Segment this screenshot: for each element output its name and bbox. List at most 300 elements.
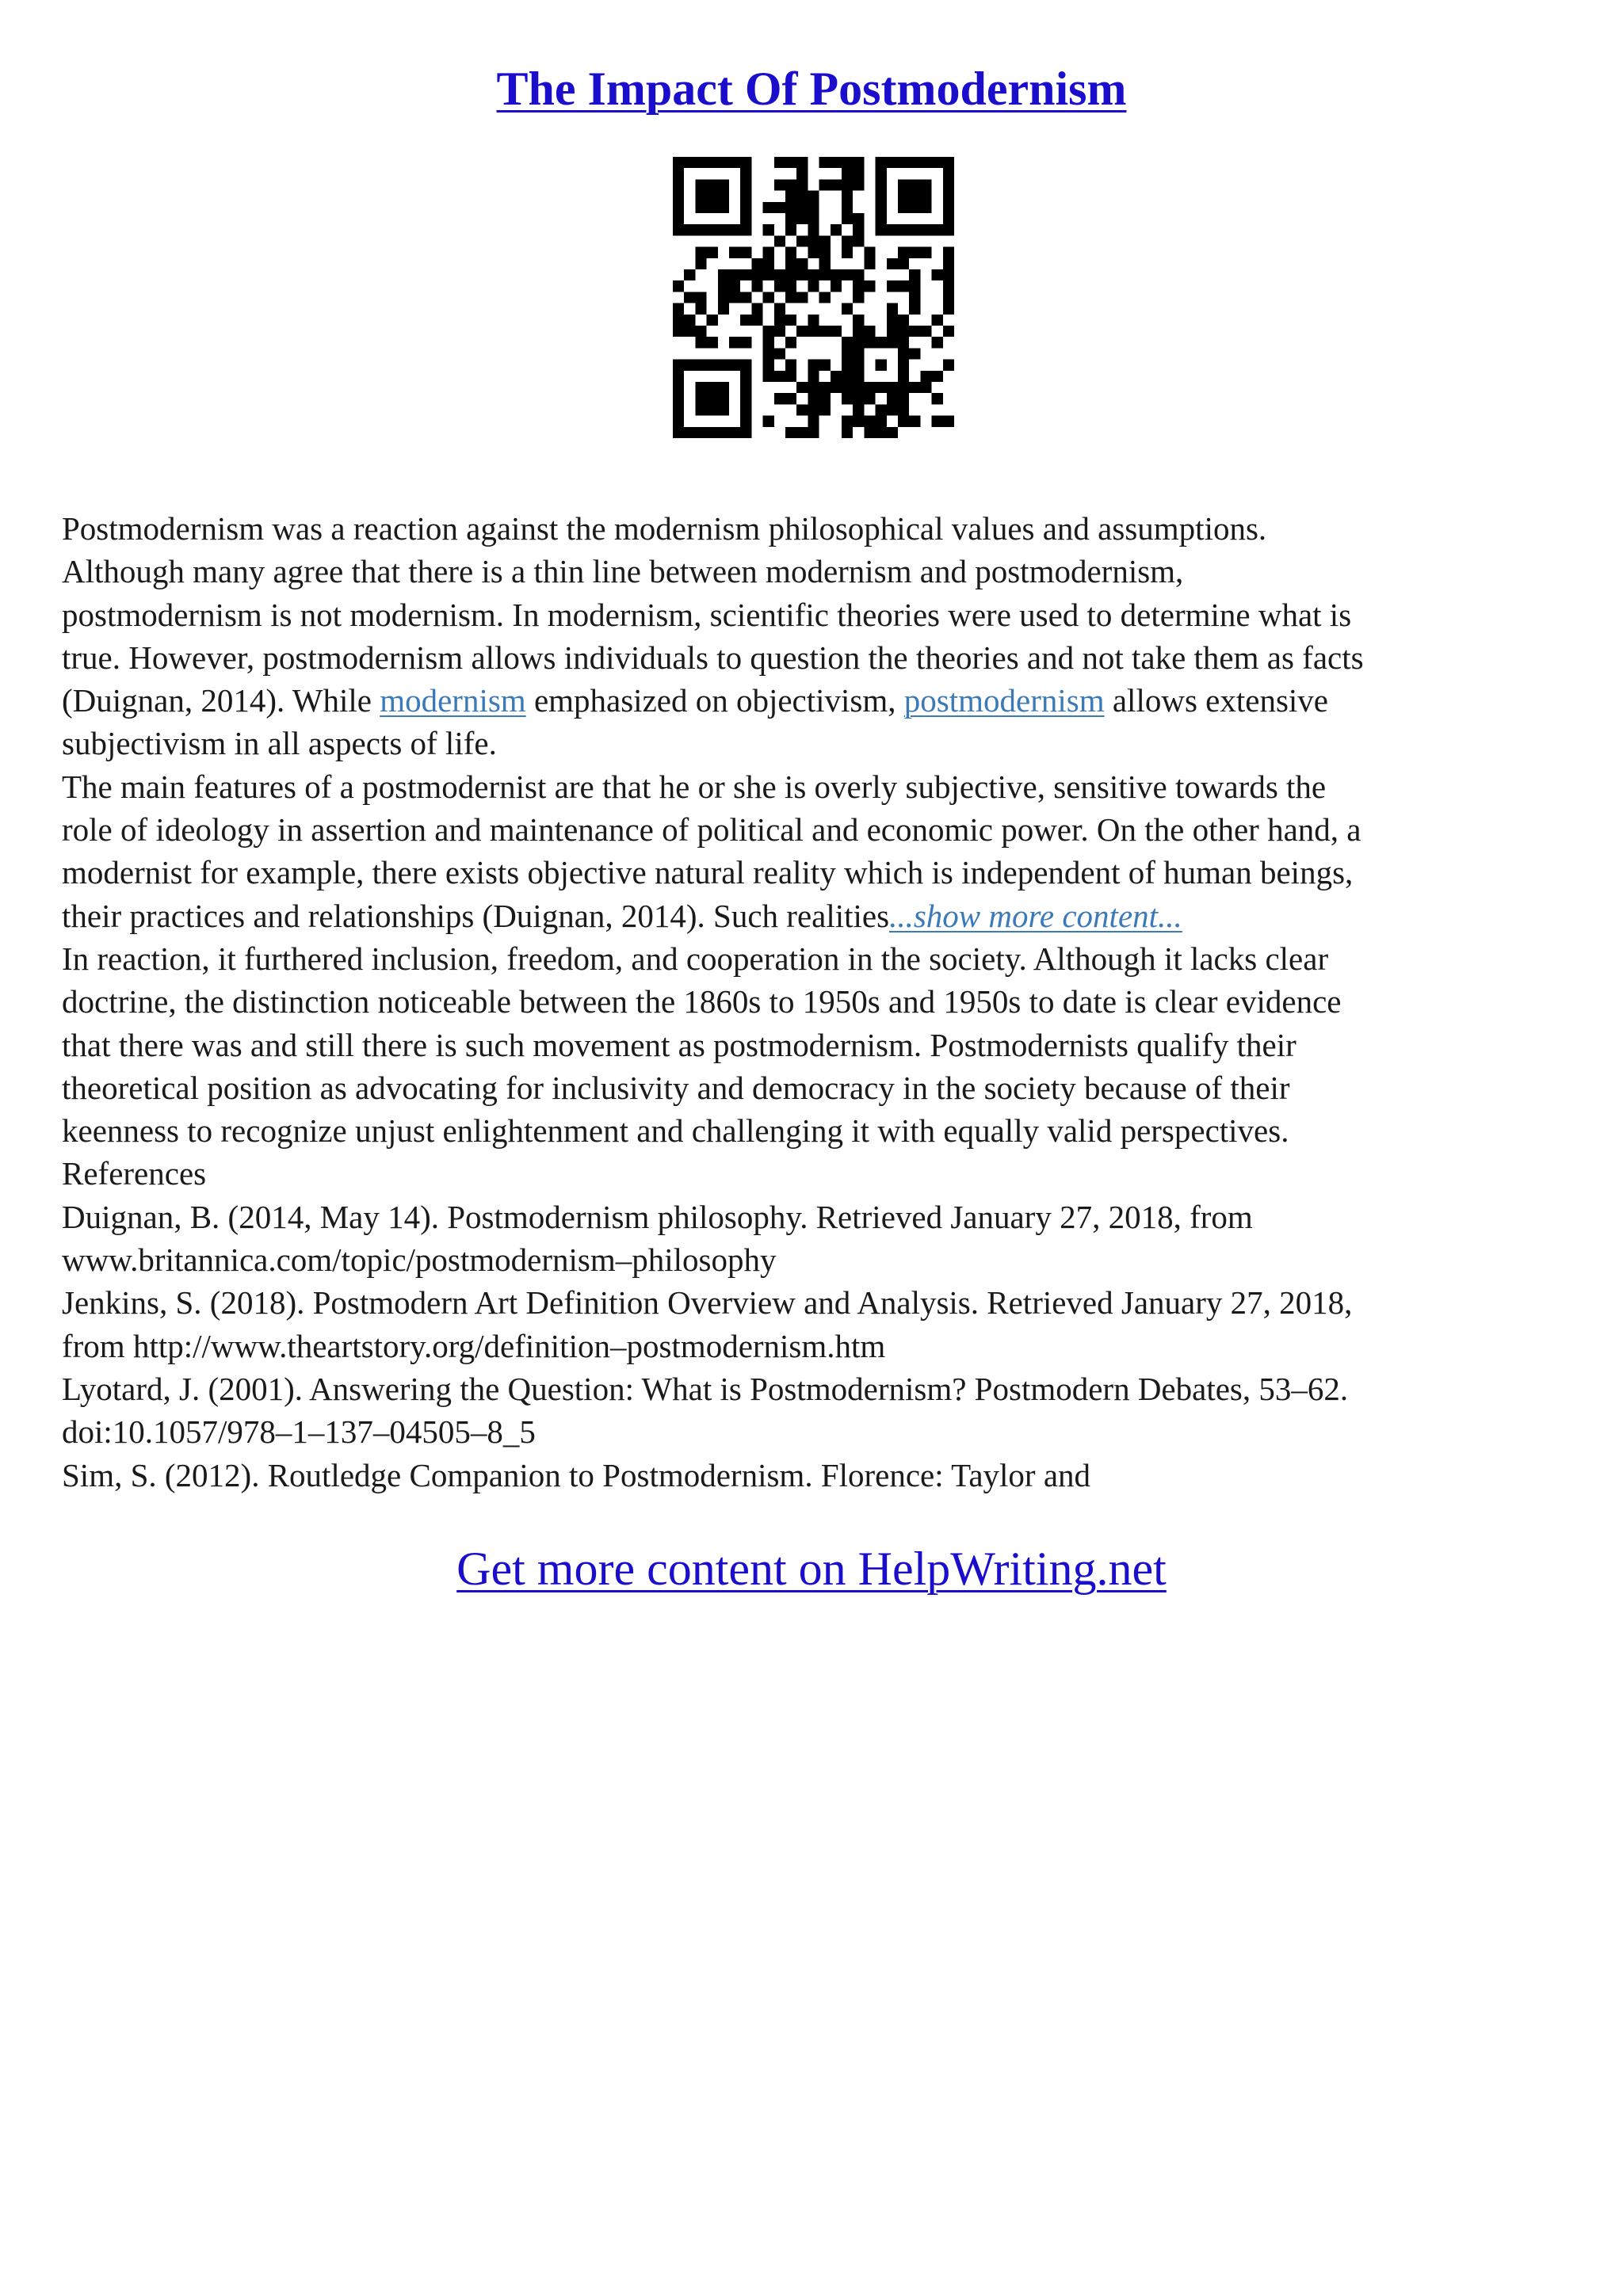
qr-module [887, 393, 898, 404]
qr-module [864, 382, 875, 393]
qr-module [932, 416, 943, 427]
paragraph-1-line-4: true. However, postmodernism allows individuals to question the theories and not take them as facts [62, 639, 1364, 676]
qr-module [751, 258, 762, 269]
qr-module [831, 224, 842, 235]
qr-module [853, 382, 864, 393]
qr-module [819, 382, 831, 393]
paragraph-1-line-2: Although many agree that there is a thin line between modernism and postmodernism, [62, 553, 1184, 590]
qr-module [740, 224, 751, 235]
qr-module [785, 280, 796, 292]
qr-module [932, 337, 943, 348]
qr-module [842, 179, 853, 190]
paragraph-2-line-1: The main features of a postmodernist are that he or she is overly subjective, sensitive towards the [62, 768, 1327, 805]
qr-module [718, 292, 729, 303]
qr-module [740, 168, 751, 179]
paragraph-1-line-5-text-c: allows extensive [1104, 682, 1328, 719]
qr-module [796, 191, 808, 202]
qr-module [673, 371, 684, 382]
qr-module [774, 303, 785, 315]
qr-module [853, 179, 864, 190]
qr-module [718, 360, 729, 371]
qr-module [785, 157, 796, 168]
qr-module [751, 315, 762, 326]
qr-module [763, 337, 774, 348]
qr-module [920, 191, 931, 202]
qr-module [763, 416, 774, 427]
qr-module [887, 337, 898, 348]
paragraph-1-line-5-text-b: emphasized on objectivism, [525, 682, 904, 719]
qr-module [740, 382, 751, 393]
qr-module [943, 303, 954, 315]
reference-line: Lyotard, J. (2001). Answering the Question: What is Postmodernism? Postmodern Debates, 53–62. [62, 1370, 1349, 1407]
qr-module [729, 269, 740, 280]
qr-module [796, 202, 808, 213]
qr-module [796, 404, 808, 415]
qr-module [695, 360, 706, 371]
qr-module [808, 191, 819, 202]
qr-module [887, 315, 898, 326]
qr-module [853, 213, 864, 224]
qr-module [695, 258, 706, 269]
qr-module [831, 157, 842, 168]
qr-module [842, 269, 853, 280]
qr-module [898, 258, 909, 269]
qr-module [718, 179, 729, 190]
qr-module [785, 292, 796, 303]
qr-module [673, 427, 684, 438]
qr-module [673, 179, 684, 190]
qr-module [707, 427, 718, 438]
qr-module [887, 258, 898, 269]
qr-module [831, 371, 842, 382]
qr-module [842, 371, 853, 382]
qr-module [740, 337, 751, 348]
paragraph-1-line-1: Postmodernism was a reaction against the modernism philosophical values and assumptions. [62, 510, 1267, 547]
qr-module [808, 235, 819, 246]
document-title [0, 57, 1623, 120]
qr-module [842, 382, 853, 393]
qr-module [831, 382, 842, 393]
qr-module [842, 337, 853, 348]
qr-module [673, 213, 684, 224]
qr-module [718, 269, 729, 280]
qr-module [819, 292, 831, 303]
qr-module [898, 348, 909, 359]
paragraph-1-line-5-text-a: (Duignan, 2014). While [62, 682, 380, 719]
qr-module [943, 157, 954, 168]
qr-module [808, 360, 819, 371]
qr-module [943, 247, 954, 258]
qr-module [695, 303, 706, 315]
qr-module [943, 202, 954, 213]
qr-module [695, 337, 706, 348]
postmodernism-link[interactable]: postmodernism [903, 682, 1105, 719]
helpwriting-link[interactable]: Get more content on HelpWriting.net [456, 1543, 1167, 1595]
paragraph-3-line-3: that there was and still there is such movement as postmodernism. Postmodernists qualify their [62, 1026, 1296, 1063]
title-link[interactable]: The Impact Of Postmodernism [496, 63, 1127, 115]
qr-module [673, 360, 684, 371]
qr-module [898, 315, 909, 326]
qr-module [695, 393, 706, 404]
qr-module [876, 224, 887, 235]
qr-module [898, 404, 909, 415]
qr-module [684, 224, 695, 235]
qr-module [718, 280, 729, 292]
qr-module [898, 202, 909, 213]
qr-module [842, 235, 853, 246]
qr-module [876, 157, 887, 168]
qr-module [796, 179, 808, 190]
qr-module [774, 326, 785, 337]
qr-module [853, 168, 864, 179]
qr-module [763, 371, 774, 382]
qr-module [943, 224, 954, 235]
qr-module [785, 224, 796, 235]
qr-module [684, 427, 695, 438]
qr-module [876, 416, 887, 427]
qr-module [943, 258, 954, 269]
qr-module [853, 292, 864, 303]
references-heading: References [62, 1155, 207, 1192]
reference-line: Sim, S. (2012). Routledge Companion to Postmodernism. Florence: Taylor and [62, 1456, 1091, 1493]
qr-module [876, 382, 887, 393]
qr-module [808, 404, 819, 415]
qr-module [785, 213, 796, 224]
paragraph-3-line-1: In reaction, it furthered inclusion, freedom, and cooperation in the society. Although it lacks clear [62, 940, 1329, 977]
qr-module [774, 157, 785, 168]
qr-module [695, 326, 706, 337]
qr-module [876, 404, 887, 415]
qr-module [932, 224, 943, 235]
qr-module [853, 315, 864, 326]
qr-code [673, 157, 954, 438]
qr-module [831, 280, 842, 292]
qr-module [729, 157, 740, 168]
qr-module [718, 157, 729, 168]
qr-module [673, 393, 684, 404]
qr-module [842, 213, 853, 224]
qr-module [785, 337, 796, 348]
qr-module [673, 202, 684, 213]
paragraph-1-line-6: subjectivism in all aspects of life. [62, 725, 497, 762]
qr-module [808, 280, 819, 292]
qr-module [695, 224, 706, 235]
qr-module [898, 416, 909, 427]
qr-module [774, 235, 785, 246]
qr-module [729, 292, 740, 303]
qr-module [707, 191, 718, 202]
qr-module [876, 427, 887, 438]
qr-module [718, 303, 729, 315]
reference-line: doi:10.1057/978–1–137–04505–8_5 [62, 1413, 536, 1451]
qr-module [740, 393, 751, 404]
qr-module [853, 157, 864, 168]
qr-module [864, 326, 875, 337]
qr-module [796, 326, 808, 337]
qr-module [796, 157, 808, 168]
qr-module [763, 269, 774, 280]
qr-module [842, 157, 853, 168]
qr-module [898, 360, 909, 371]
qr-module [909, 416, 920, 427]
qr-module [853, 269, 864, 280]
qr-module [729, 224, 740, 235]
qr-module [718, 404, 729, 415]
qr-module [898, 393, 909, 404]
qr-code-graphic [673, 157, 954, 438]
qr-module [819, 247, 831, 258]
qr-module [774, 202, 785, 213]
qr-module [808, 393, 819, 404]
qr-module [707, 360, 718, 371]
paragraph-3-line-5: keenness to recognize unjust enlightenment and challenging it with equally valid perspectives. [62, 1112, 1289, 1150]
qr-module [785, 202, 796, 213]
qr-module [819, 393, 831, 404]
qr-module [831, 269, 842, 280]
qr-module [718, 393, 729, 404]
qr-module [729, 337, 740, 348]
qr-module [684, 360, 695, 371]
qr-module [763, 247, 774, 258]
qr-module [898, 326, 909, 337]
qr-module [695, 247, 706, 258]
qr-module [751, 303, 762, 315]
qr-module [864, 280, 875, 292]
qr-module [684, 157, 695, 168]
qr-module [842, 360, 853, 371]
qr-module [909, 179, 920, 190]
qr-module [898, 157, 909, 168]
qr-module [684, 315, 695, 326]
qr-module [842, 427, 853, 438]
qr-module [785, 371, 796, 382]
qr-module [718, 202, 729, 213]
qr-module [673, 224, 684, 235]
qr-module [887, 382, 898, 393]
qr-module [740, 360, 751, 371]
qr-module [909, 348, 920, 359]
qr-module [740, 292, 751, 303]
qr-module [898, 191, 909, 202]
qr-module [785, 427, 796, 438]
qr-module [774, 179, 785, 190]
paragraph-3-line-4: theoretical position as advocating for inclusivity and democracy in the society because of their [62, 1069, 1290, 1106]
qr-module [898, 224, 909, 235]
qr-module [673, 191, 684, 202]
qr-module [887, 157, 898, 168]
qr-module [729, 280, 740, 292]
qr-module [707, 179, 718, 190]
qr-module [718, 191, 729, 202]
qr-module [909, 303, 920, 315]
qr-module [831, 179, 842, 190]
qr-module [751, 269, 762, 280]
qr-module [763, 348, 774, 359]
qr-module [898, 337, 909, 348]
modernism-link[interactable]: modernism [380, 682, 526, 719]
qr-module [796, 292, 808, 303]
qr-module [729, 427, 740, 438]
qr-module [729, 360, 740, 371]
qr-module [740, 427, 751, 438]
qr-module [853, 416, 864, 427]
qr-module [943, 179, 954, 190]
qr-module [819, 269, 831, 280]
qr-module [864, 427, 875, 438]
qr-module [673, 157, 684, 168]
qr-module [909, 292, 920, 303]
qr-module [796, 427, 808, 438]
qr-module [920, 371, 931, 382]
qr-module [707, 337, 718, 348]
qr-module [673, 303, 684, 315]
qr-module [740, 416, 751, 427]
qr-module [695, 382, 706, 393]
qr-module [853, 360, 864, 371]
qr-module [887, 303, 898, 315]
qr-module [808, 371, 819, 382]
qr-module [763, 258, 774, 269]
qr-module [695, 292, 706, 303]
qr-module [853, 393, 864, 404]
qr-module [707, 247, 718, 258]
qr-module [695, 427, 706, 438]
qr-module [876, 179, 887, 190]
qr-module [898, 179, 909, 190]
qr-module [707, 404, 718, 415]
qr-module [808, 269, 819, 280]
qr-module [774, 315, 785, 326]
qr-module [864, 416, 875, 427]
paragraph-2-line-2: role of ideology in assertion and maintenance of political and economic power. On the other hand, a [62, 811, 1361, 849]
qr-module [695, 179, 706, 190]
qr-module [876, 337, 887, 348]
qr-module [808, 382, 819, 393]
qr-module [920, 157, 931, 168]
qr-module [887, 326, 898, 337]
reference-line: Jenkins, S. (2018). Postmodern Art Definition Overview and Analysis. Retrieved January 27, 2018, [62, 1284, 1353, 1322]
qr-module [684, 269, 695, 280]
qr-module [909, 326, 920, 337]
footer [0, 1537, 1623, 1600]
qr-module [740, 247, 751, 258]
qr-module [819, 157, 831, 168]
qr-module [808, 427, 819, 438]
qr-module [796, 168, 808, 179]
qr-module [763, 202, 774, 213]
qr-module [864, 337, 875, 348]
qr-module [707, 382, 718, 393]
qr-module [842, 191, 853, 202]
qr-module [943, 360, 954, 371]
qr-module [774, 269, 785, 280]
qr-module [842, 247, 853, 258]
qr-module [932, 157, 943, 168]
qr-module [673, 404, 684, 415]
qr-module [729, 247, 740, 258]
qr-module [842, 416, 853, 427]
paragraph-2-line-3: modernist for example, there exists objective natural reality which is independent of human beings, [62, 854, 1354, 891]
qr-module [763, 224, 774, 235]
qr-module [853, 404, 864, 415]
qr-module [819, 235, 831, 246]
qr-module [853, 337, 864, 348]
qr-module [740, 371, 751, 382]
qr-module [819, 360, 831, 371]
qr-module [887, 280, 898, 292]
qr-module [909, 224, 920, 235]
qr-module [943, 416, 954, 427]
qr-module [920, 326, 931, 337]
qr-module [831, 326, 842, 337]
qr-module [876, 202, 887, 213]
qr-module [898, 280, 909, 292]
qr-module [842, 393, 853, 404]
qr-module [808, 202, 819, 213]
qr-module [740, 157, 751, 168]
qr-module [943, 292, 954, 303]
qr-module [785, 360, 796, 371]
qr-module [853, 224, 864, 235]
qr-module [707, 393, 718, 404]
qr-module [853, 280, 864, 292]
qr-module [920, 224, 931, 235]
reference-line: Duignan, B. (2014, May 14). Postmodernism philosophy. Retrieved January 27, 2018, from [62, 1198, 1253, 1235]
qr-module [718, 382, 729, 393]
qr-module [864, 247, 875, 258]
reference-line: from http://www.theartstory.org/definition–postmodernism.htm [62, 1327, 886, 1364]
qr-module [774, 348, 785, 359]
qr-module [943, 326, 954, 337]
qr-module [695, 404, 706, 415]
qr-module [943, 280, 954, 292]
qr-module [751, 280, 762, 292]
qr-module [785, 191, 796, 202]
qr-module [853, 326, 864, 337]
qr-module [887, 427, 898, 438]
qr-module [842, 202, 853, 213]
qr-module [785, 269, 796, 280]
qr-module [853, 348, 864, 359]
qr-module [909, 247, 920, 258]
paragraph-1-line-5 [62, 679, 1568, 722]
qr-module [763, 326, 774, 337]
qr-module [796, 382, 808, 393]
qr-module [876, 191, 887, 202]
qr-module [808, 247, 819, 258]
qr-module [785, 179, 796, 190]
qr-module [808, 416, 819, 427]
qr-module [796, 235, 808, 246]
qr-module [673, 280, 684, 292]
qr-module [673, 416, 684, 427]
qr-module [920, 247, 931, 258]
qr-module [920, 179, 931, 190]
qr-module [695, 157, 706, 168]
qr-module [909, 157, 920, 168]
document-body [62, 507, 1568, 1497]
qr-module [707, 315, 718, 326]
qr-module [763, 360, 774, 371]
qr-module [796, 269, 808, 280]
qr-module [943, 213, 954, 224]
qr-module [920, 382, 931, 393]
show-more-content-link[interactable]: ...show more content... [889, 897, 1182, 934]
qr-module [932, 371, 943, 382]
qr-module [808, 326, 819, 337]
qr-module [673, 168, 684, 179]
qr-module [864, 393, 875, 404]
